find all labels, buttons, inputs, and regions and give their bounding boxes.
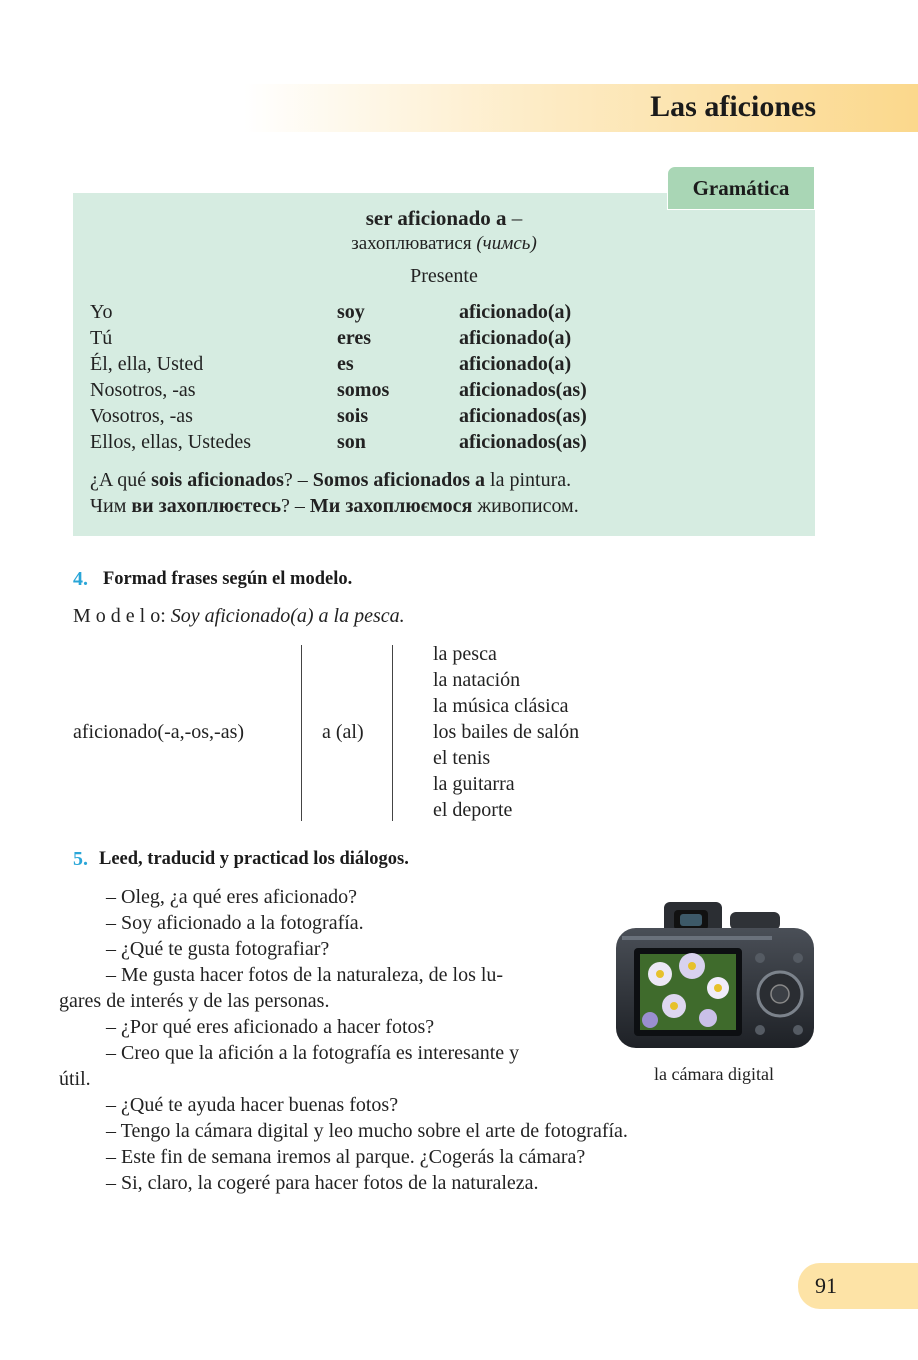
list-item: los bailes de salón <box>433 721 580 743</box>
conj-pronoun: Tú <box>90 327 113 349</box>
conj-pronoun: Él, ella, Usted <box>90 353 204 375</box>
list-item: la natación <box>433 669 521 691</box>
page-title: Las aficiones <box>650 90 816 123</box>
example-text: живописом. <box>472 495 579 517</box>
dialogue-line: – Me gusta hacer fotos de la naturaleza, de los lu- <box>106 964 504 986</box>
grammar-example-spanish <box>90 467 571 493</box>
conj-verb: somos <box>337 379 390 401</box>
conj-verb: son <box>337 431 366 453</box>
dialogue-line: – Si, claro, la cogeré para hacer fotos de la naturaleza. <box>106 1172 539 1194</box>
grammar-heading <box>73 205 815 231</box>
image-caption: la cámara digital <box>654 1064 774 1084</box>
grammar-tense: Presente <box>410 265 478 287</box>
example-bold: Somos aficionados a <box>312 469 486 491</box>
example-text: Чим <box>90 495 132 517</box>
model-label: M o d e l o: <box>73 605 171 627</box>
list-item: la pesca <box>433 643 497 665</box>
table-divider <box>392 645 393 821</box>
table-divider <box>301 645 302 821</box>
conj-adjective: aficionados(as) <box>459 431 587 453</box>
grammar-tab: Gramática <box>667 166 815 210</box>
conj-verb: sois <box>337 405 369 427</box>
conj-pronoun: Nosotros, -as <box>90 379 196 401</box>
exercise-5-title: Leed, traducid y practicad los diálogos. <box>99 849 409 869</box>
grammar-example-ukrainian <box>90 493 579 519</box>
example-bold: Ми захоплюємося <box>309 495 473 517</box>
exercise-4-model <box>73 603 405 629</box>
example-bold: sois aficionados <box>151 469 284 491</box>
list-item: la guitarra <box>433 773 515 795</box>
digital-camera-image <box>610 896 818 1054</box>
example-bold: ви захоплюєтесь <box>131 495 282 517</box>
conj-verb: es <box>337 353 354 375</box>
page-number: 91 <box>815 1273 837 1298</box>
list-item: la música clásica <box>433 695 569 717</box>
conj-adjective: aficionado(a) <box>459 327 572 349</box>
example-text: ? – <box>283 469 313 491</box>
conj-adjective: aficionados(as) <box>459 379 587 401</box>
translation-text: захоплюватися <box>351 233 477 254</box>
conj-adjective: aficionados(as) <box>459 405 587 427</box>
exercise-4-title: Formad frases según el modelo. <box>103 569 353 589</box>
header-band <box>244 84 918 132</box>
dialogue-line: útil. <box>59 1068 91 1090</box>
example-text: ? – <box>281 495 310 517</box>
example-text: la pintura. <box>485 469 572 491</box>
grammar-heading-dash: – <box>506 206 523 230</box>
conj-pronoun: Vosotros, -as <box>90 405 193 427</box>
translation-italic: (чимсь) <box>476 233 537 254</box>
dialogue-line: – Creo que la afición a la fotografía es interesante y <box>106 1042 520 1064</box>
model-text: Soy aficionado(a) a la pesca. <box>170 605 405 627</box>
dialogue-line: – Oleg, ¿a qué eres aficionado? <box>106 886 357 908</box>
list-item: el deporte <box>433 799 513 821</box>
camera-icon <box>610 896 818 1054</box>
table-col-2: a (al) <box>322 721 364 743</box>
dialogue-line: gares de interés y de las personas. <box>59 990 330 1012</box>
list-item: el tenis <box>433 747 491 769</box>
dialogue-line: – Tengo la cámara digital y leo mucho sobre el arte de fotografía. <box>106 1120 628 1142</box>
conj-adjective: aficionado(a) <box>459 353 572 375</box>
table-col-3 <box>433 641 579 823</box>
table-col-1: aficionado(-a,-os,-as) <box>73 721 245 743</box>
dialogue-line: – Este fin de semana iremos al parque. ¿Cogerás la cámara? <box>106 1146 586 1168</box>
exercise-4-number: 4. <box>73 568 88 590</box>
dialogue-line: – Soy aficionado a la fotografía. <box>106 912 364 934</box>
conj-pronoun: Yo <box>90 301 113 323</box>
conj-verb: eres <box>337 327 372 349</box>
exercise-5-number: 5. <box>73 848 88 870</box>
dialogue-line: – ¿Por qué eres aficionado a hacer fotos? <box>106 1016 435 1038</box>
grammar-heading-verb: ser aficionado a <box>365 206 507 230</box>
conj-verb: soy <box>337 301 365 323</box>
conj-adjective: aficionado(a) <box>459 301 572 323</box>
grammar-translation <box>73 232 815 256</box>
conj-pronoun: Ellos, ellas, Ustedes <box>90 431 252 453</box>
dialogue-line: – ¿Qué te gusta fotografiar? <box>106 938 330 960</box>
dialogue-line: – ¿Qué te ayuda hacer buenas fotos? <box>106 1094 399 1116</box>
example-text: ¿A qué <box>90 469 152 491</box>
